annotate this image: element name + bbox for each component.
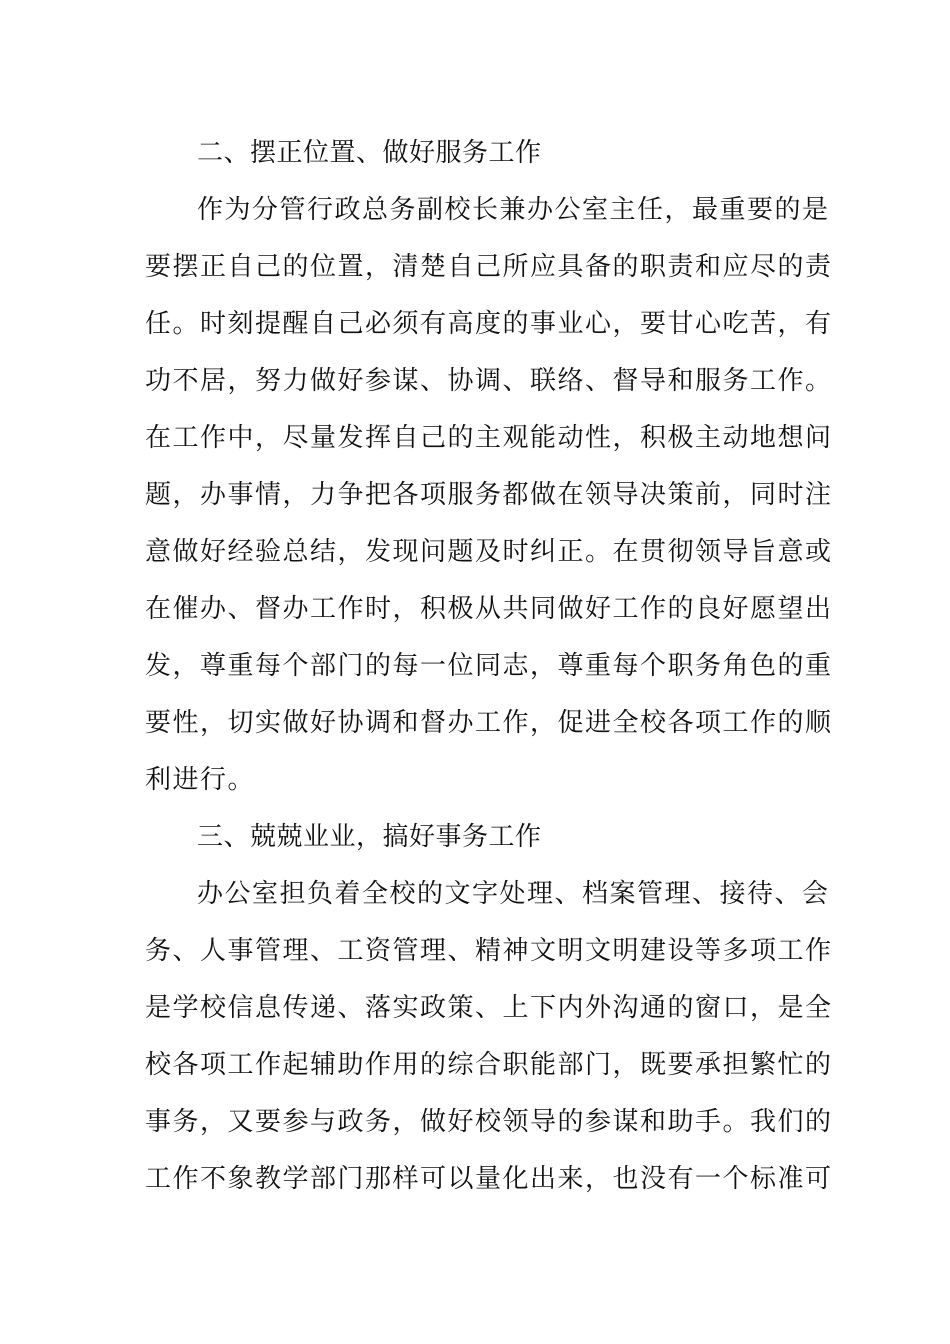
section-heading-3: 三、兢兢业业，搞好事务工作	[197, 822, 542, 852]
paragraph-line: 务、人事管理、工资管理、精神文明文明建设等多项工作	[145, 936, 833, 966]
paragraph-line: 发，尊重每个部门的每一位同志，尊重每个职务角色的重	[145, 651, 833, 681]
paragraph-line: 校各项工作起辅助作用的综合职能部门，既要承担繁忙的	[145, 1050, 833, 1080]
paragraph-line: 办公室担负着全校的文字处理、档案管理、接待、会	[197, 879, 830, 909]
paragraph-line: 功不居，努力做好参谋、协调、联络、督导和服务工作。	[145, 366, 833, 396]
section-heading-2: 二、摆正位置、做好服务工作	[197, 138, 542, 168]
paragraph-line: 题，办事情，力争把各项服务都做在领导决策前，同时注	[145, 480, 833, 510]
paragraph-line: 利进行。	[145, 765, 256, 795]
paragraph-line: 在催办、督办工作时，积极从共同做好工作的良好愿望出	[145, 594, 833, 624]
paragraph-line: 事务，又要参与政务，做好校领导的参谋和助手。我们的	[145, 1107, 833, 1137]
paragraph-line: 意做好经验总结，发现问题及时纠正。在贯彻领导旨意或	[145, 537, 833, 567]
paragraph-line: 作为分管行政总务副校长兼办公室主任，最重要的是	[197, 195, 830, 225]
paragraph-line: 在工作中，尽量发挥自己的主观能动性，积极主动地想问	[145, 423, 833, 453]
paragraph-line: 要性，切实做好协调和督办工作，促进全校各项工作的顺	[145, 708, 833, 738]
paragraph-line: 是学校信息传递、落实政策、上下内外沟通的窗口，是全	[145, 993, 833, 1023]
paragraph-line: 任。时刻提醒自己必须有高度的事业心，要甘心吃苦，有	[145, 309, 833, 339]
paragraph-line: 工作不象教学部门那样可以量化出来，也没有一个标准可	[145, 1164, 833, 1194]
paragraph-line: 要摆正自己的位置，清楚自己所应具备的职责和应尽的责	[145, 252, 833, 282]
